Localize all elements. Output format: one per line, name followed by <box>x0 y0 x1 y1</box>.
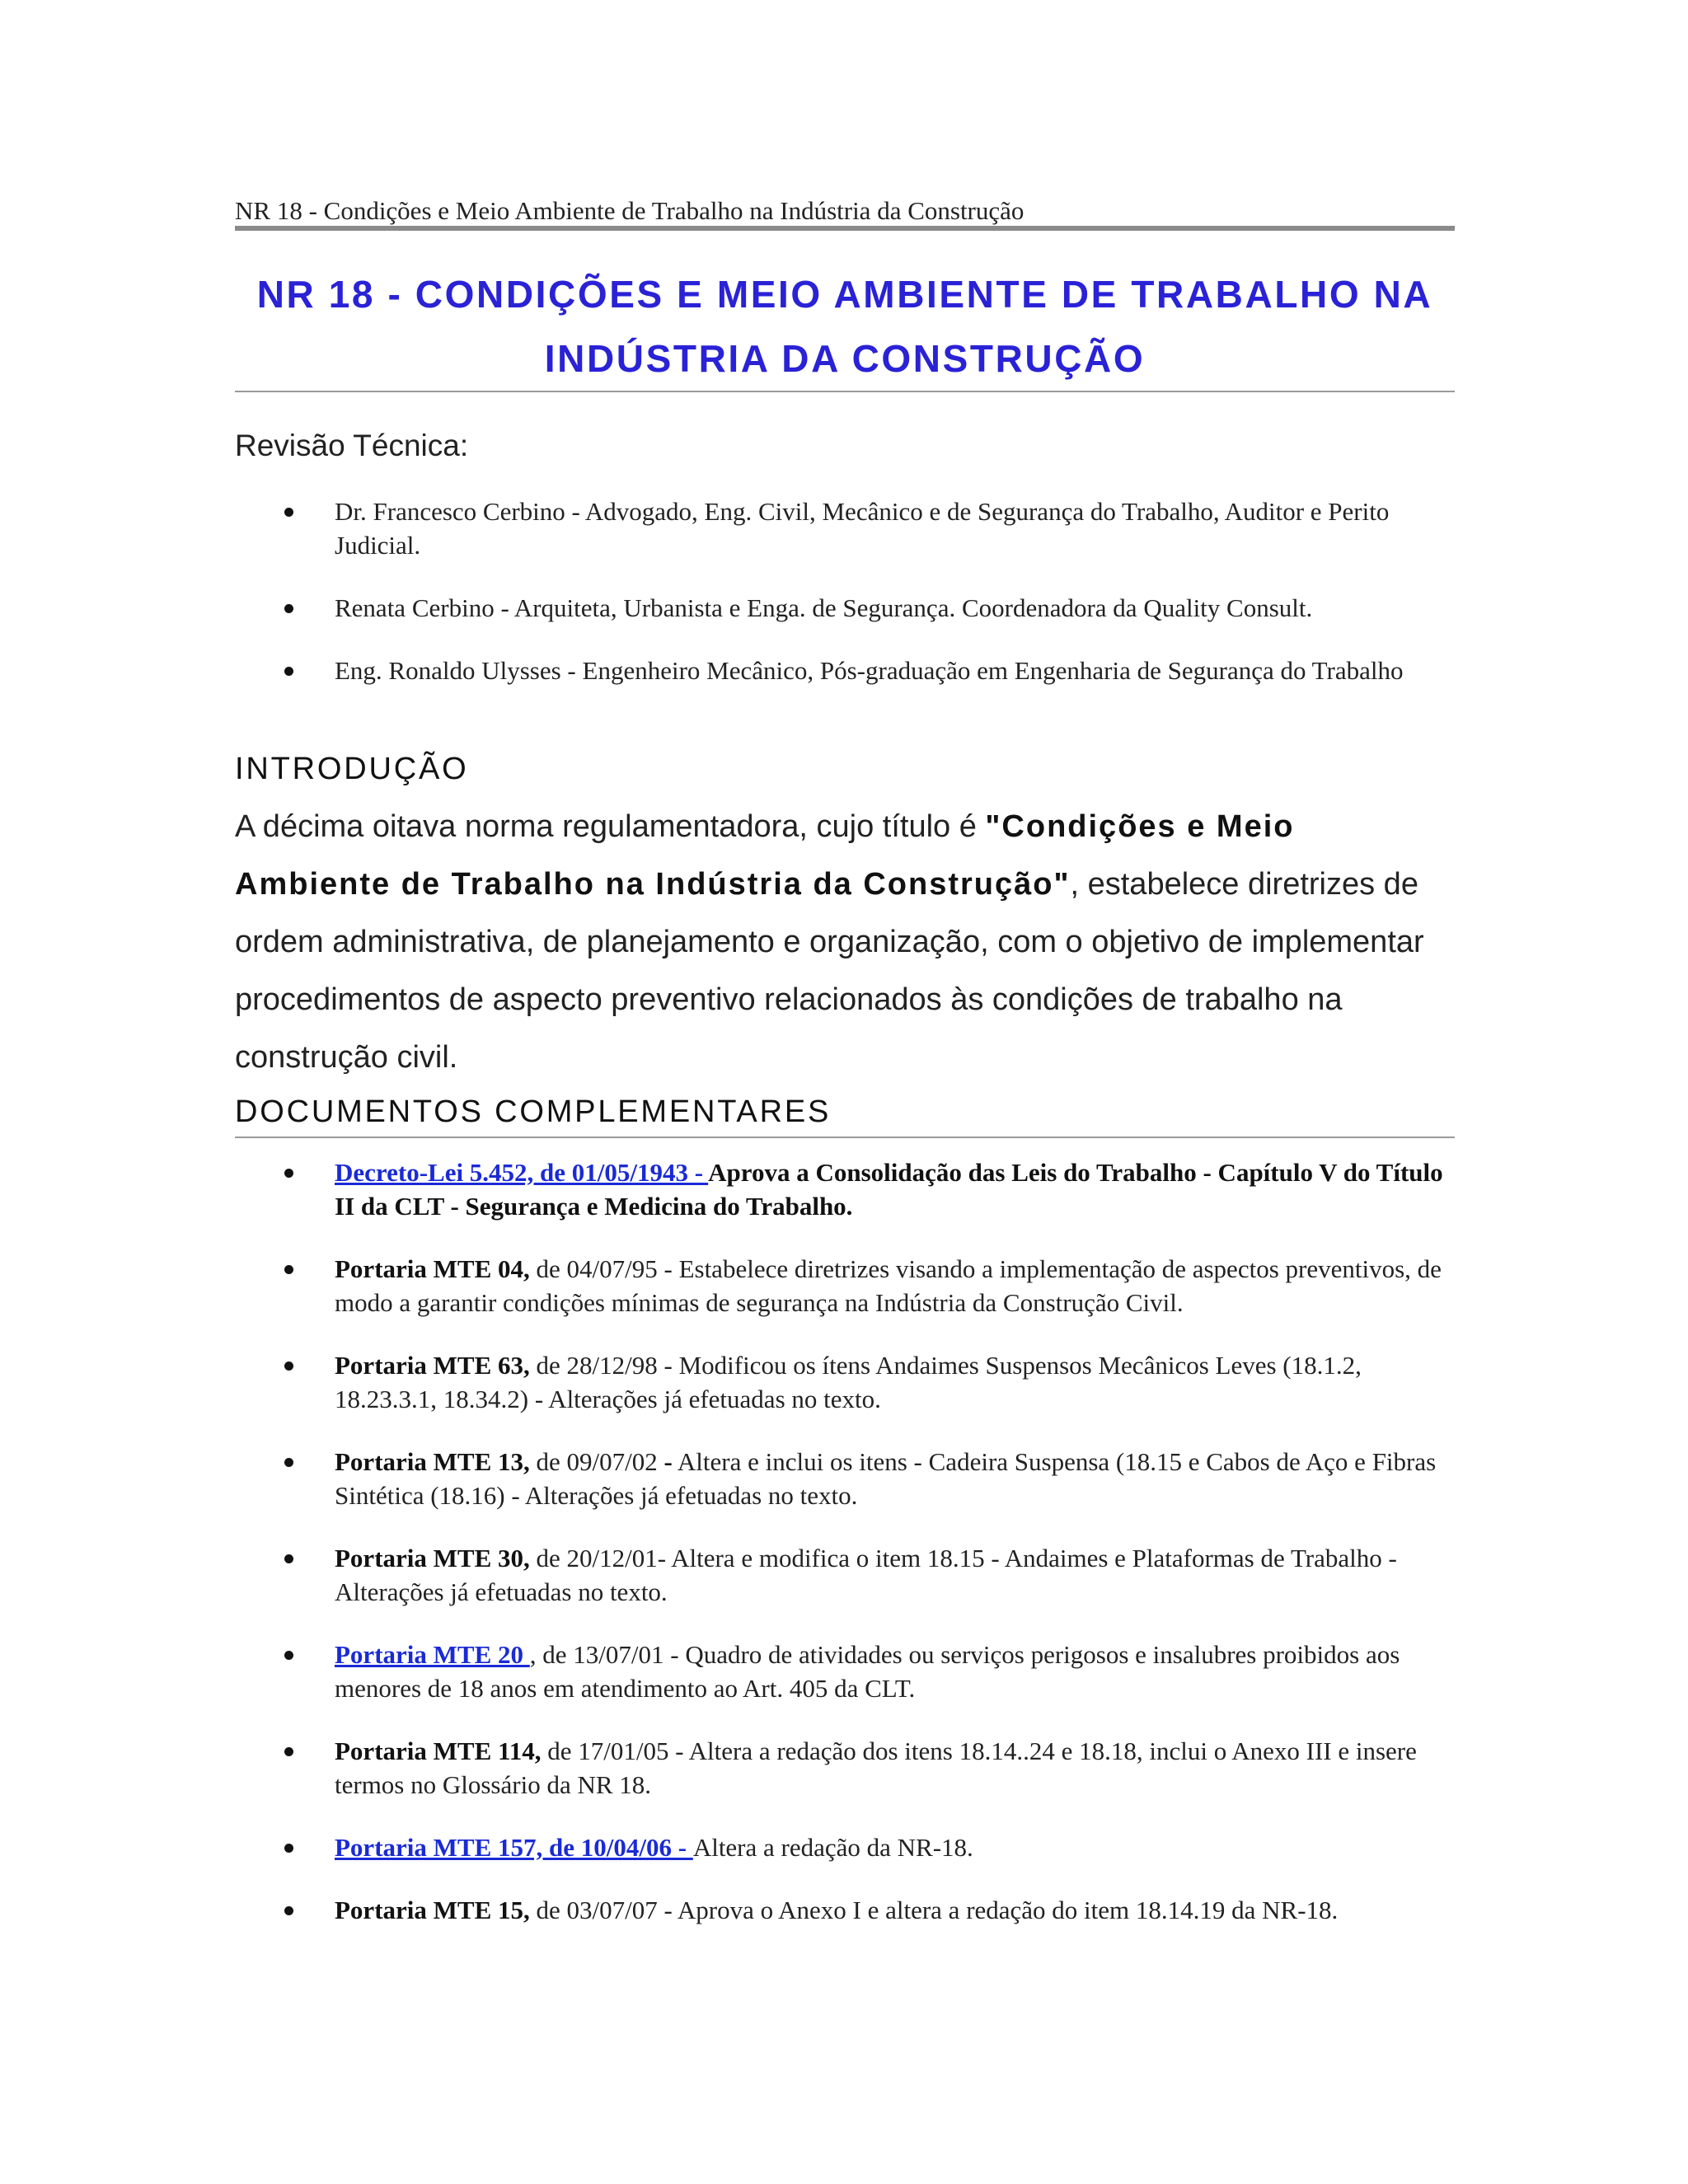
header-divider <box>235 226 1455 231</box>
list-item-text: , de 13/07/01 - Quadro de atividades ou serviços perigosos e insalubres proibidos aos menores de 18 anos em atendimento ao Art. 405 da CLT. <box>335 1640 1400 1703</box>
intro-text-title: "Condições e Meio Ambiente de Trabalho na Indústria da Construção" <box>235 809 1295 902</box>
running-header: NR 18 - Condições e Meio Ambiente de Trabalho na Indústria da Construção <box>235 196 1025 225</box>
list-item <box>235 1252 1455 1319</box>
list-item <box>235 1445 1455 1512</box>
intro-text-end: , estabelece diretrizes de ordem administrativa, de planejamento e organização, com o objetivo de implementar procedimentos de aspecto preventivo relacionados às condições de trabalho na construção civil. <box>235 867 1424 1075</box>
list-item-title: Portaria MTE 13, <box>335 1447 530 1476</box>
page-title-line-1: NR 18 - CONDIÇÕES E MEIO AMBIENTE DE TRABALHO NA <box>256 273 1433 316</box>
bullet-icon <box>284 1906 293 1915</box>
list-item-title: Portaria MTE 114, <box>335 1736 542 1765</box>
documentos-list <box>235 1155 1455 1956</box>
list-item-text: de 09/07/02 <box>529 1447 664 1476</box>
list-item <box>235 1638 1455 1705</box>
list-item-text: Dr. Francesco Cerbino - Advogado, Eng. Civil, Mecânico e de Segurança do Trabalho, Auditor e Perito Judicial. <box>335 497 1390 560</box>
list-item <box>235 1155 1455 1223</box>
bullet-icon <box>284 1844 293 1853</box>
bullet-icon <box>284 1458 293 1467</box>
list-item-text: de 04/07/95 - Estabelece diretrizes visando a implementação de aspectos preventivos, de modo a garantir condições mínimas de segurança na Indústria da Construção Civil. <box>335 1254 1442 1317</box>
revisao-list <box>235 494 1455 716</box>
list-item <box>235 494 1455 562</box>
introducao-heading: INTRODUÇÃO <box>235 752 469 786</box>
introducao-paragraph <box>235 798 1455 1086</box>
list-item <box>235 1830 1455 1864</box>
portaria-mte-157-link[interactable]: Portaria MTE 157, de 10/04/06 - <box>335 1833 693 1862</box>
bullet-icon <box>284 1265 293 1274</box>
bullet-icon <box>284 1169 293 1178</box>
list-item-text: Altera a redação da NR-18. <box>692 1833 973 1862</box>
list-item-title: Portaria MTE 30, <box>335 1544 530 1572</box>
list-item <box>235 1893 1455 1927</box>
page-title <box>235 262 1455 391</box>
list-item-text: de 17/01/05 - Altera a redação dos itens 18.14..24 e 18.18, inclui o Anexo III e insere termos no Glossário da NR 18. <box>335 1736 1417 1799</box>
list-item <box>235 1734 1455 1802</box>
bullet-icon <box>284 1361 293 1371</box>
documentos-heading: DOCUMENTOS COMPLEMENTARES <box>235 1094 832 1129</box>
decreto-lei-5452-link[interactable]: Decreto-Lei 5.452, de 01/05/1943 - <box>335 1158 709 1187</box>
list-item <box>235 654 1455 687</box>
portaria-mte-20-link[interactable]: Portaria MTE 20 <box>335 1640 530 1669</box>
bullet-icon <box>284 1651 293 1660</box>
list-item-text: de 20/12/01- Altera e modifica o item 18.15 - Andaimes e Plataformas de Trabalho - Alterações já efetuadas no texto. <box>335 1544 1397 1606</box>
page-title-line-2: INDÚSTRIA DA CONSTRUÇÃO <box>544 337 1146 380</box>
list-item <box>235 1541 1455 1609</box>
list-item-title: Portaria MTE 63, <box>335 1351 530 1380</box>
bullet-icon <box>284 667 293 676</box>
list-item-text: Altera e inclui os itens - Cadeira Suspensa (18.15 e Cabos de Aço e Fibras Sintética (18.16) - Alterações já efetuadas no texto. <box>335 1447 1437 1510</box>
revisao-tecnica-label: Revisão Técnica: <box>235 429 469 462</box>
list-item-text: de 28/12/98 - Modificou os ítens Andaimes Suspensos Mecânicos Leves (18.1.2, 18.23.3.1, 18.34.2) - Alterações já efetuadas no texto. <box>335 1351 1362 1413</box>
documentos-divider <box>235 1137 1455 1138</box>
title-divider <box>235 391 1455 392</box>
list-item-dash: - <box>663 1447 673 1476</box>
list-item <box>235 591 1455 625</box>
list-item-text: de 03/07/07 - Aprova o Anexo I e altera a redação do item 18.14.19 da NR-18. <box>529 1896 1339 1924</box>
bullet-icon <box>284 604 293 613</box>
bullet-icon <box>284 508 293 517</box>
intro-text-start: A décima oitava norma regulamentadora, cujo título é <box>235 809 986 844</box>
bullet-icon <box>284 1747 293 1756</box>
list-item <box>235 1348 1455 1416</box>
list-item-text: Renata Cerbino - Arquiteta, Urbanista e Enga. de Segurança. Coordenadora da Quality Consult. <box>335 593 1313 622</box>
list-item-title: Portaria MTE 15, <box>335 1896 530 1924</box>
bullet-icon <box>284 1554 293 1563</box>
list-item-text: Aprova a Consolidação das Leis do Trabalho - Capítulo V do Título II da CLT - Segurança e Medicina do Trabalho. <box>335 1158 1443 1221</box>
list-item-title: Portaria MTE 04, <box>335 1254 530 1283</box>
list-item-text: Eng. Ronaldo Ulysses - Engenheiro Mecânico, Pós-graduação em Engenharia de Segurança do Trabalho <box>335 656 1404 685</box>
